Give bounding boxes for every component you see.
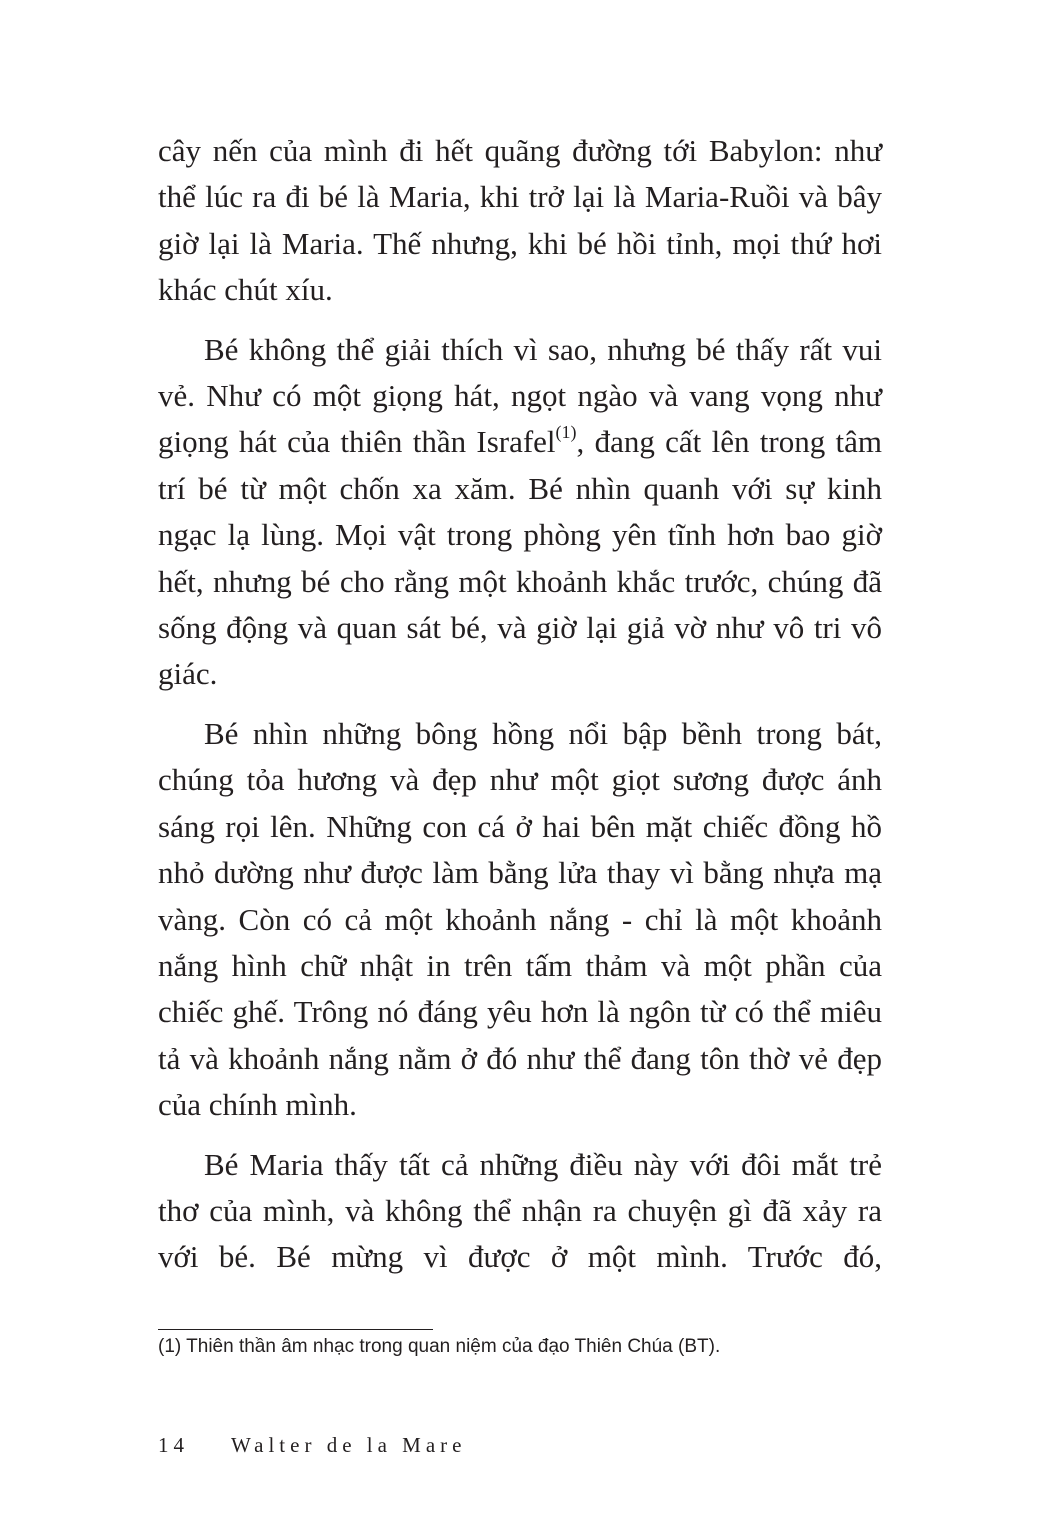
paragraph-4: Bé Maria thấy tất cả những điều này với đôi mắt trẻ thơ của mình, và không thể nhận ra chuyện gì đã xảy ra với bé. Bé mừng vì được ở một mình. Trước đó, <box>158 1146 882 1275</box>
running-footer <box>158 1431 466 1459</box>
footnote-divider <box>158 1329 433 1330</box>
footnote: (1) Thiên thần âm nhạc trong quan niệm của đạo Thiên Chúa (BT). <box>158 1336 721 1357</box>
paragraph-3: Bé nhìn những bông hồng nổi bập bềnh trong bát, chúng tỏa hương và đẹp như một giọt sương được ánh sáng rọi lên. Những con cá ở hai bên mặt chiếc đồng hồ nhỏ dường như được làm bằng lửa thay vì bằng nhựa mạ vàng. Còn có cả một khoảnh nắng - chỉ là một khoảnh nắng hình chữ nhật in trên tấm thảm và một phần của chiếc ghế. Trông nó đáng yêu hơn là ngôn từ có thể miêu tả và khoảnh nắng nằm ở đó như thể đang tôn thờ vẻ đẹp của chính mình. <box>158 715 882 1123</box>
footnote-reference: (1) <box>555 422 577 443</box>
page-number: 14 <box>158 1433 189 1457</box>
paragraph-2-text-before: Bé không thể giải thích vì sao, nhưng bé thấy rất vui vẻ. Như có một giọng hát, ngọt ngào và vang vọng như giọng hát của thiên thần Israfel <box>158 331 882 460</box>
body-text <box>158 128 882 1281</box>
paragraph-2 <box>158 327 882 698</box>
paragraph-2-text-after: , đang cất lên trong tâm trí bé từ một chốn xa xăm. Bé nhìn quanh với sự kinh ngạc lạ lùng. Mọi vật trong phòng yên tĩnh hơn bao giờ hết, nhưng bé cho rằng một khoảnh khắc trước, chúng đã sống động và quan sát bé, và giờ lại giả vờ như vô tri vô giác. <box>158 424 882 692</box>
author-name: Walter de la Mare <box>231 1433 467 1457</box>
paragraph-1: cây nến của mình đi hết quãng đường tới Babylon: như thể lúc ra đi bé là Maria, khi trở lại là Maria-Ruồi và bây giờ lại là Maria. Thế nhưng, khi bé hồi tỉnh, mọi thứ hơi khác chút xíu. <box>158 133 882 308</box>
